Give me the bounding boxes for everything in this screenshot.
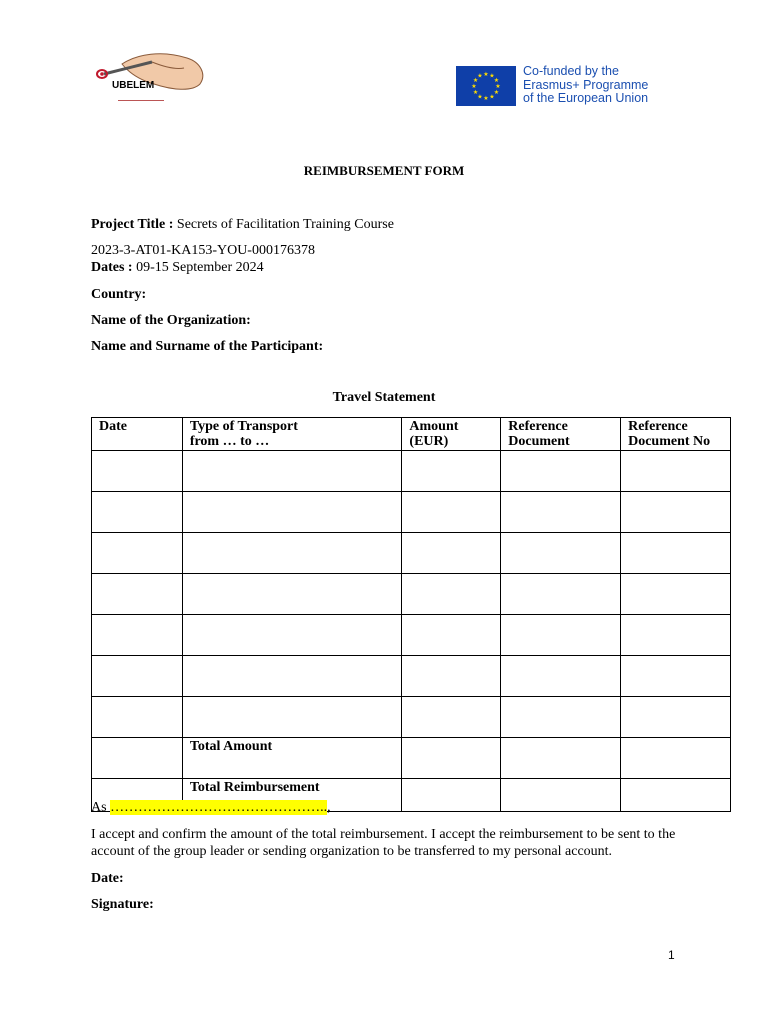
table-cell[interactable]	[501, 615, 621, 656]
table-cell[interactable]	[182, 656, 402, 697]
table-cell[interactable]	[621, 779, 731, 812]
table-header-row	[92, 418, 731, 451]
participant-label	[91, 338, 323, 355]
table-cell[interactable]	[92, 738, 183, 779]
column-header-refdoc-line1: Reference	[508, 419, 568, 434]
travel-statement-table	[91, 417, 731, 812]
table-row	[92, 533, 731, 574]
table-cell[interactable]	[402, 533, 501, 574]
as-suffix: ,	[327, 800, 331, 815]
table-cell[interactable]	[92, 656, 183, 697]
total-amount-label: Total Amount	[182, 738, 402, 779]
table-cell[interactable]	[92, 574, 183, 615]
table-row	[92, 451, 731, 492]
country-label	[91, 286, 146, 303]
eu-funding-line2: Erasmus+ Programme	[523, 77, 649, 92]
as-prefix: As	[91, 800, 111, 815]
eu-star-icon: ★	[472, 78, 479, 84]
participant-label-text: Name and Surname of the Participant:	[91, 339, 324, 354]
table-cell[interactable]	[621, 738, 731, 779]
table-cell[interactable]	[92, 697, 183, 738]
table-cell[interactable]	[182, 697, 402, 738]
table-cell[interactable]	[501, 779, 621, 812]
eu-funding-line3: of the European Union	[523, 91, 649, 105]
table-cell[interactable]	[182, 533, 402, 574]
table-cell[interactable]	[92, 533, 183, 574]
eu-star-icon: ★	[471, 84, 477, 90]
eu-flag-icon	[456, 66, 516, 106]
eu-star-icon: ★	[489, 94, 495, 101]
confirmation-paragraph: I accept and confirm the amount of the total reimbursement. I accept the reimbursement to be sent to the account of the group leader or sending organization to be transferred to my personal account.	[91, 827, 676, 859]
table-cell[interactable]	[92, 492, 183, 533]
column-header-amount	[402, 418, 501, 451]
table-cell[interactable]	[182, 451, 402, 492]
organization-label	[91, 312, 251, 329]
project-title-line	[91, 216, 394, 233]
table-cell[interactable]	[621, 451, 731, 492]
table-cell[interactable]	[402, 492, 501, 533]
eu-star-icon: ★	[477, 73, 483, 80]
eu-star-icon: ★	[483, 96, 489, 102]
eu-star-icon: ★	[483, 72, 489, 78]
logo-script-tagline	[118, 92, 164, 101]
dates-line	[91, 259, 264, 276]
signature-label-text: Signature:	[91, 897, 154, 912]
column-header-amount-line1: Amount	[409, 419, 459, 434]
signature-label	[91, 896, 154, 913]
eu-star-icon: ★	[493, 78, 500, 84]
column-header-amount-line2: (EUR)	[409, 434, 449, 449]
eu-star-icon: ★	[493, 90, 500, 96]
table-cell[interactable]	[182, 574, 402, 615]
table-cell[interactable]	[182, 492, 402, 533]
table-cell[interactable]	[501, 574, 621, 615]
table-row	[92, 492, 731, 533]
table-cell[interactable]	[621, 697, 731, 738]
column-header-reference-document-no	[621, 418, 731, 451]
project-code: 2023-3-AT01-KA153-YOU-000176378	[91, 243, 315, 258]
column-header-refdocno-line2: Document No	[628, 434, 711, 449]
table-cell[interactable]	[182, 615, 402, 656]
column-header-reference-document	[501, 418, 621, 451]
table-row	[92, 574, 731, 615]
table-cell[interactable]	[621, 533, 731, 574]
table-cell[interactable]	[621, 492, 731, 533]
column-header-transport-line1: Type of Transport	[189, 419, 298, 434]
table-cell[interactable]	[92, 451, 183, 492]
table-cell[interactable]	[402, 615, 501, 656]
table-cell[interactable]	[402, 451, 501, 492]
as-place-field[interactable]: ………………………………………..	[110, 800, 328, 815]
table-cell[interactable]	[402, 656, 501, 697]
table-cell[interactable]	[621, 574, 731, 615]
table-cell[interactable]	[501, 656, 621, 697]
table-cell[interactable]	[501, 697, 621, 738]
project-title-label: Project Title :	[91, 217, 174, 232]
page-number: 1	[668, 948, 675, 962]
dates-label: Dates :	[91, 260, 133, 275]
date-label	[91, 870, 124, 887]
country-label-text: Country:	[91, 287, 147, 302]
eu-star-icon: ★	[489, 73, 495, 80]
date-label-text: Date:	[91, 871, 124, 886]
as-place-line	[91, 800, 331, 816]
table-cell[interactable]	[501, 738, 621, 779]
table-cell[interactable]	[621, 656, 731, 697]
dates-value: 09-15 September 2024	[132, 260, 264, 275]
table-cell[interactable]	[402, 697, 501, 738]
table-cell[interactable]	[501, 492, 621, 533]
table-row	[92, 656, 731, 697]
column-header-refdoc-line2: Document	[508, 434, 570, 449]
form-title: REIMBURSEMENT FORM	[303, 163, 465, 178]
travel-statement-heading: Travel Statement	[332, 390, 436, 405]
table-cell[interactable]	[501, 533, 621, 574]
ubelem-logo	[92, 44, 214, 110]
column-header-date-text: Date	[99, 419, 127, 434]
table-cell[interactable]	[621, 615, 731, 656]
eu-funding-text	[523, 65, 648, 106]
eu-stars-icon	[456, 66, 516, 106]
total-reimbursement-value-cell[interactable]	[402, 779, 501, 812]
organization-label-text: Name of the Organization:	[91, 313, 251, 328]
eu-star-icon: ★	[477, 94, 483, 101]
eu-funding-line1: Co-funded by the	[523, 64, 619, 78]
logo-text: UBELEM	[112, 80, 155, 91]
table-row	[92, 615, 731, 656]
table-cell[interactable]	[92, 615, 183, 656]
table-cell[interactable]	[402, 574, 501, 615]
column-header-refdocno-line1: Reference	[628, 419, 688, 434]
column-header-transport	[182, 418, 402, 451]
project-title-value: Secrets of Facilitation Training Course	[173, 217, 394, 232]
column-header-date	[92, 418, 183, 451]
eu-star-icon: ★	[472, 90, 479, 96]
total-amount-row	[92, 738, 731, 779]
table-row	[92, 697, 731, 738]
total-amount-value-cell[interactable]	[402, 738, 501, 779]
eu-star-icon: ★	[495, 84, 501, 90]
column-header-transport-line2: from … to …	[189, 434, 270, 449]
total-reimbursement-label: Total Reimbursement	[182, 779, 402, 812]
table-cell[interactable]	[501, 451, 621, 492]
